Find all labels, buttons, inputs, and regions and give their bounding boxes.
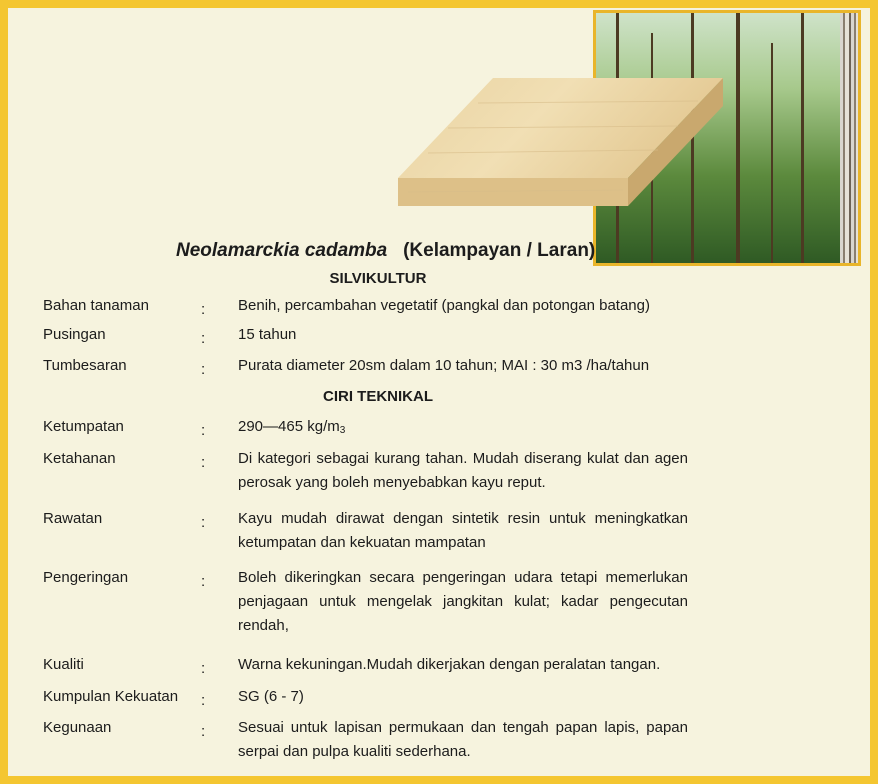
scientific-name: Neolamarckia cadamba [176, 240, 388, 261]
row-value: Sesuai untuk lapisan permukaan dan tengah papan lapis, papan serpai dan pulpa kualiti sederhana. [238, 719, 688, 760]
row-value: Di kategori sebagai kurang tahan. Mudah diserang kulat dan agen perosak yang boleh menyebabkan kayu reput. [238, 450, 688, 491]
common-name: (Kelampayan / Laran) [403, 240, 596, 261]
row-colon: : [201, 692, 206, 709]
section-ciri-teknikal: CIRI TEKNIKAL [323, 388, 433, 405]
row-colon: : [201, 660, 206, 677]
section-silvikultur: SILVIKULTUR [329, 270, 427, 287]
row-label: Ketumpatan [43, 418, 124, 435]
row-colon: : [201, 514, 206, 531]
row-value: Purata diameter 20sm dalam 10 tahun; MAI : 30 m3 /ha/tahun [238, 357, 650, 374]
row-colon: : [201, 573, 206, 590]
row-colon: : [201, 361, 206, 378]
row-colon: : [201, 301, 206, 318]
species-title [176, 240, 595, 262]
density-value: 290—465 kg/m [238, 418, 340, 435]
row-colon: : [201, 330, 206, 347]
info-sheet [8, 8, 870, 776]
row-value: 15 tahun [238, 326, 297, 343]
row-value: Kayu mudah dirawat dengan sintetik resin untuk meningkatkan ketumpatan dan kekuatan mampatan [238, 510, 688, 551]
row-colon: : [201, 723, 206, 740]
wood-plank-image [388, 68, 728, 218]
row-value [238, 415, 688, 443]
row-label: Pusingan [43, 326, 106, 343]
row-label: Ketahanan [43, 450, 116, 467]
row-label: Kualiti [43, 656, 84, 673]
row-value: SG (6 - 7) [238, 688, 304, 705]
row-colon: : [201, 454, 206, 471]
density-unit-subscript: 3 [339, 425, 346, 436]
row-label: Bahan tanaman [43, 297, 149, 314]
row-value: Warna kekuningan.Mudah dikerjakan dengan peralatan tangan. [238, 656, 661, 673]
row-label: Kegunaan [43, 719, 112, 736]
row-label: Pengeringan [43, 569, 129, 586]
row-label: Kumpulan Kekuatan [43, 688, 179, 705]
row-label: Rawatan [43, 510, 103, 527]
row-value: Boleh dikeringkan secara pengeringan udara tetapi memerlukan penjagaan untuk mengelak jangkitan kulat; kadar pengecutan rendah, [238, 569, 688, 634]
row-label: Tumbesaran [43, 357, 127, 374]
row-colon: : [201, 422, 206, 439]
row-value: Benih, percambahan vegetatif (pangkal dan potongan batang) [238, 297, 650, 314]
